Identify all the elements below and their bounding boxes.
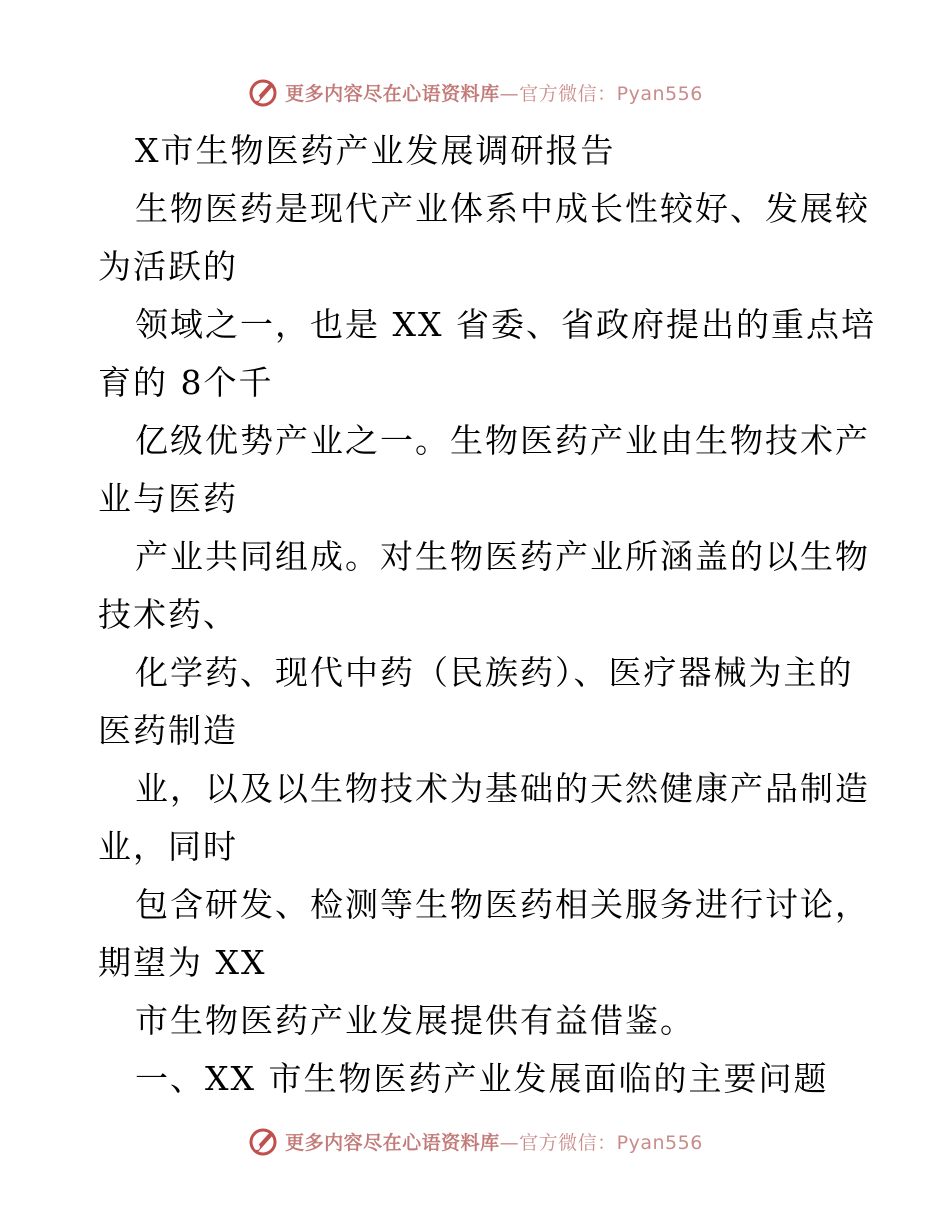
paragraph-line: 生物医药是现代产业体系中成长性较好、发展较	[135, 189, 870, 228]
doc-title: X市生物医药产业发展调研报告	[135, 131, 616, 170]
header-watermark	[0, 72, 950, 112]
paragraph-line: 亿级优势产业之一。生物医药产业由生物技术产	[135, 421, 870, 460]
paragraph-line: 为活跃的	[98, 247, 238, 286]
paragraph-line: 领域之一，也是 XX 省委、省政府提出的重点培	[135, 305, 876, 344]
footer-watermark	[0, 1121, 950, 1161]
paragraph-line: 包含研发、检测等生物医药相关服务进行讨论，	[135, 885, 870, 924]
paragraph-line: 化学药、现代中药（民族药）、医疗器械为主的	[135, 653, 854, 692]
quill-pen-logo-icon	[247, 1125, 279, 1157]
paragraph-line: 育的 8个千	[98, 363, 274, 402]
paragraph-line: 市生物医药产业发展提供有益借鉴。	[135, 1001, 695, 1040]
quill-pen-logo-icon	[247, 76, 279, 108]
paragraph-line: 产业共同组成。对生物医药产业所涵盖的以生物	[135, 537, 870, 576]
paragraph-line: 业与医药	[98, 479, 238, 518]
paragraph-line: 期望为 XX	[98, 943, 267, 982]
document-body	[98, 122, 876, 1108]
paragraph-line: 业，以及以生物技术为基础的天然健康产品制造	[135, 769, 870, 808]
paragraph-line: 业，同时	[98, 827, 238, 866]
paragraph-line: 技术药、	[98, 595, 238, 634]
watermark-text: 更多内容尽在心语资料库—官方微信：Pyan556	[285, 82, 703, 105]
watermark-text: 更多内容尽在心语资料库—官方微信：Pyan556	[285, 1131, 703, 1154]
section-heading: 一、XX 市生物医药产业发展面临的主要问题	[135, 1059, 829, 1098]
paragraph-line: 医药制造	[98, 711, 238, 750]
